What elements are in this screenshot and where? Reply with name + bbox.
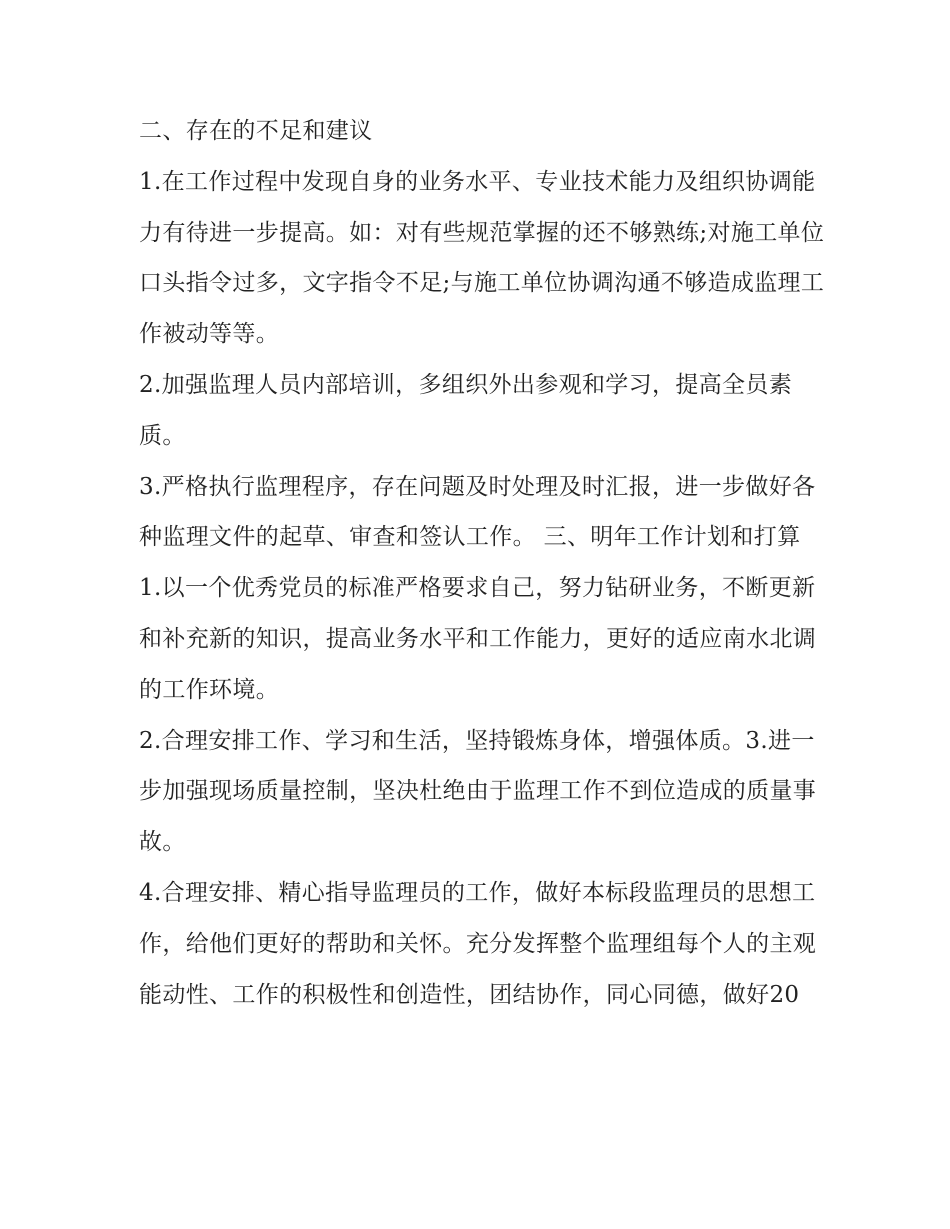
section-heading-shortcomings: 二、存在的不足和建议: [139, 118, 373, 144]
document-body: [139, 106, 829, 1020]
paragraph-plan-item-2-3: 2.合理安排工作、学习和生活，坚持锻炼身体，增强体质。3.进一步加强现场质量控制，坚决杜绝由于监理工作不到位造成的质量事故。: [139, 727, 817, 856]
paragraph-plan-item-4: 4.合理安排、精心指导监理员的工作，做好本标段监理员的思想工作，给他们更好的帮助和关怀。充分发挥整个监理组每个人的主观能动性、工作的积极性和创造性，团结协作，同心同德，做好20: [139, 879, 817, 1008]
paragraph-item-1: 1.在工作过程中发现自身的业务水平、专业技术能力及组织协调能力有待进一步提高。如：对有些规范掌握的还不够熟练;对施工单位口头指令过多，文字指令不足;与施工单位协调沟通不够造成监理工作被动等等。: [139, 168, 825, 348]
paragraph-item-3: 3.严格执行监理程序，存在问题及时处理及时汇报，进一步做好各种监理文件的起草、审查和签认工作。 三、明年工作计划和打算: [139, 473, 816, 551]
paragraph-plan-item-1: 1.以一个优秀党员的标准严格要求自己，努力钻研业务，不断更新和补充新的知识，提高业务水平和工作能力，更好的适应南水北调的工作环境。: [139, 575, 817, 703]
paragraph-item-2: 2.加强监理人员内部培训，多组织外出参观和学习，提高全员素质。: [139, 371, 793, 449]
